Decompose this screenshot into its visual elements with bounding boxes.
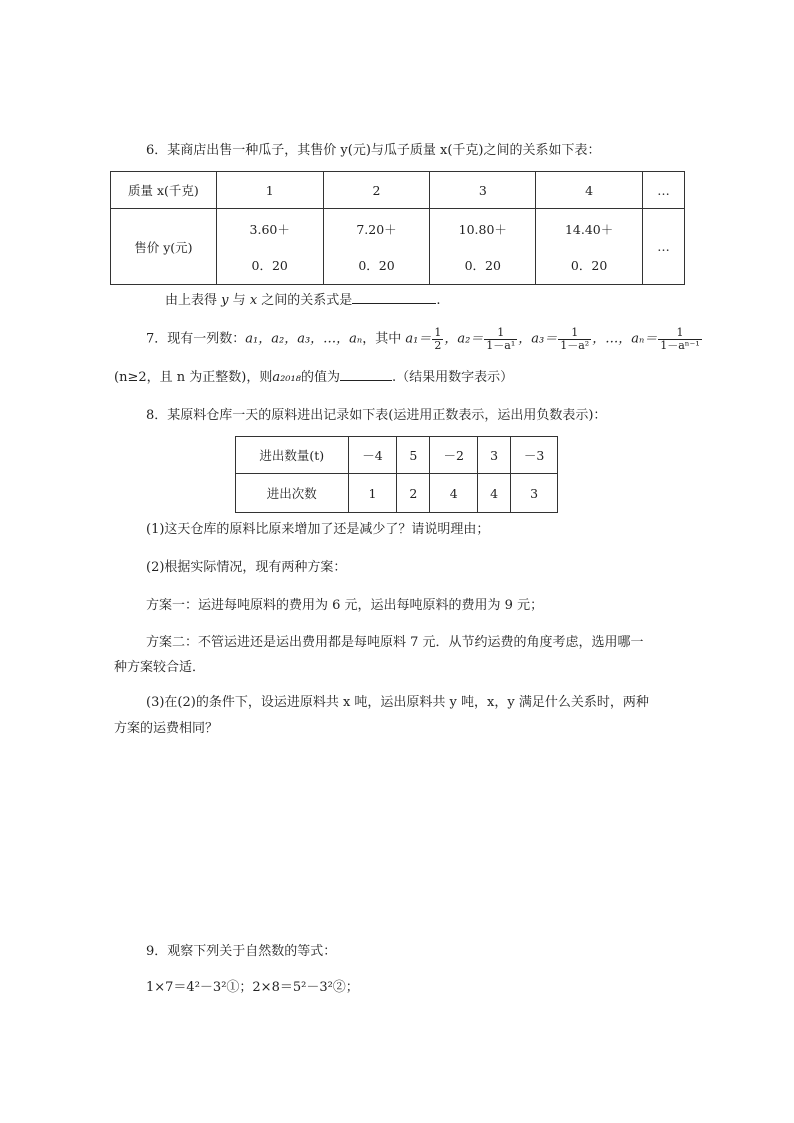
q6-price-1: 3.60＋ 0．20 [216,209,323,285]
q6-price-3: 10.80＋ 0．20 [430,209,536,285]
q8-intro: 8．某原料仓库一天的原料进出记录如下表(运进用正数表示，运出用负数表示)： [146,408,607,423]
q6-price-row [111,209,685,285]
q6-price-ellipsis: … [643,209,685,285]
q6-col-1: 1 [216,172,323,209]
q6-table [110,171,685,285]
q8-plan2-line1: 方案二：不管运进还是运出费用都是每吨原料 7 元．从节约运费的角度考虑，选用哪一 [146,635,644,650]
q8-amount-3: －2 [430,437,478,474]
q6-col-3: 3 [430,172,536,209]
q6-col-ellipsis: … [643,172,685,209]
q6-col-4: 4 [536,172,643,209]
q6-question: 由上表得 y 与 x 之间的关系式是 . [165,293,441,308]
q8-part2: (2)根据实际情况，现有两种方案： [146,560,347,575]
q6-intro: 6．某商店出售一种瓜子，其售价 y(元)与瓜子质量 x(千克)之间的关系如下表： [146,143,601,158]
q9-equations: 1×7＝4²－3²①；2×8＝5²－3²②； [146,980,359,995]
q7-answer-blank[interactable] [340,380,392,381]
q8-header-label: 进出数量(t) [236,437,349,474]
q8-amount-2: 5 [397,437,430,474]
q6-answer-blank[interactable] [352,303,436,304]
q8-amount-5: －3 [511,437,558,474]
q8-part1: (1)这天仓库的原料比原来增加了还是减少了？请说明理由； [146,522,490,537]
q7-frac-a1: $\frac{1}{2}$ [434,326,442,352]
q7-frac-a3: $\frac{1}{\text{1－a²}}$ [560,326,590,352]
q8-part3-line1: (3)在(2)的条件下，设运进原料共 x 吨，运出原料共 y 吨，x，y 满足什么关系时，两种 [146,695,649,710]
q7-frac-an: $\frac{1}{\text{1－aⁿ⁻¹}}$ [660,326,700,352]
q7-frac-a2: $\frac{1}{\text{1－a¹}}$ [486,326,516,352]
q7-line2: (n≥2，且 n 为正整数)，则a₂₀₁₈的值为 .（结果用数字表示） [114,370,514,385]
q9-intro: 9．观察下列关于自然数的等式： [146,944,337,959]
q8-count-5: 3 [511,474,558,513]
q6-header-label: 质量 x(千克) [111,172,217,209]
q8-count-4: 4 [478,474,511,513]
q8-table [235,436,558,513]
q6-row-label: 售价 y(元) [111,209,217,285]
q6-header-row [111,172,685,209]
q8-count-1: 1 [348,474,397,513]
q8-amount-row [236,437,558,474]
q8-plan1: 方案一：运进每吨原料的费用为 6 元，运出每吨原料的费用为 9 元； [146,598,544,613]
q6-price-4: 14.40＋ 0．20 [536,209,643,285]
q8-row-label: 进出次数 [236,474,349,513]
q8-plan2-line2: 种方案较合适． [114,660,206,675]
q6-col-2: 2 [323,172,430,209]
q8-part3-line2: 方案的运费相同？ [114,721,219,736]
q8-count-3: 4 [430,474,478,513]
q6-price-2: 7.20＋ 0．20 [323,209,430,285]
q7-line1: 7．现有一列数：a₁，a₂，a₃，…，aₙ，其中 a₁＝ $\frac{1}{2}$ ，a₂＝ $\frac{1}{\text{1－a¹}}$ ，a₃＝ $\frac{1}{\text{1－a²}}$ ，…，aₙ＝ $\frac{1}{\text{1－aⁿ⁻¹}}$ [146,326,700,352]
q8-amount-1: －4 [348,437,397,474]
q8-amount-4: 3 [478,437,511,474]
q8-count-row [236,474,558,513]
q8-count-2: 2 [397,474,430,513]
